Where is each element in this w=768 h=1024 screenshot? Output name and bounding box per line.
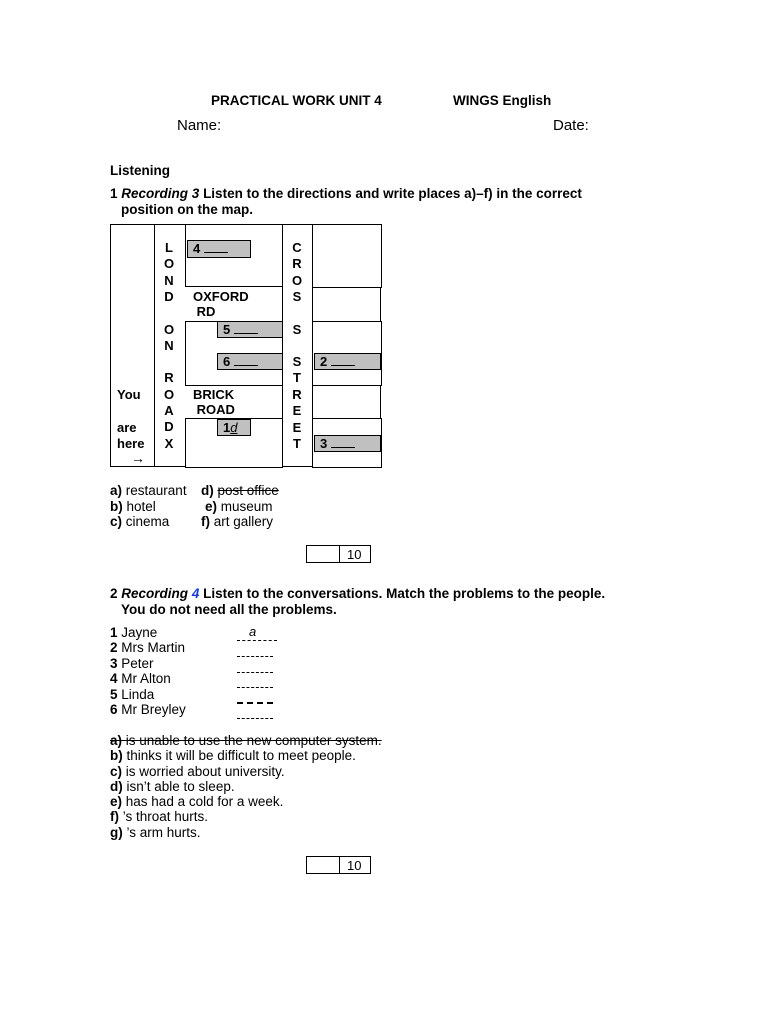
answer-blank-2[interactable] bbox=[237, 640, 273, 657]
cross-street-letter: R bbox=[292, 256, 302, 272]
cross-street-letter: C bbox=[292, 240, 302, 255]
map-slot-5[interactable]: 5 bbox=[217, 321, 283, 338]
map-slot-4[interactable]: 4 bbox=[187, 240, 251, 258]
option-d: d) post office bbox=[201, 483, 279, 498]
problem-c: c) is worried about university. bbox=[110, 763, 285, 779]
here-label: here bbox=[117, 436, 145, 451]
score-total: 10 bbox=[347, 858, 362, 873]
publisher-name: WINGS English bbox=[453, 93, 552, 108]
london-road-letter: O bbox=[163, 386, 175, 402]
option-a: a) restaurant bbox=[110, 483, 187, 498]
cross-street-letter: E bbox=[292, 403, 302, 419]
option-c: c) cinema bbox=[110, 514, 170, 529]
option-e: e) museum bbox=[205, 498, 273, 514]
you-label: You bbox=[117, 387, 141, 402]
task1-instruction-cont: position on the map. bbox=[121, 202, 253, 217]
cross-street-letter: O bbox=[291, 272, 303, 288]
problem-d: d) isn’t able to sleep. bbox=[110, 778, 235, 794]
cross-street-letter: S bbox=[292, 288, 302, 304]
london-road-letter: L bbox=[165, 240, 173, 255]
score-divider bbox=[339, 546, 340, 562]
task1-score-box[interactable] bbox=[306, 545, 371, 563]
map-line-left bbox=[154, 225, 155, 466]
score-divider bbox=[339, 857, 340, 873]
task1-options-right bbox=[201, 483, 279, 530]
name-label: Name: bbox=[177, 117, 222, 134]
task1-instruction: 1 Recording 3 Listen to the directions and write places a)–f) in the correct bbox=[110, 186, 582, 201]
london-road-letter: O bbox=[163, 321, 175, 337]
people-list bbox=[110, 625, 186, 717]
person-6: 6 Mr Breyley bbox=[110, 702, 186, 718]
task2-instruction-cont: You do not need all the problems. bbox=[121, 602, 337, 617]
problems-list bbox=[110, 733, 382, 840]
problem-a: a) is unable to use the new computer system. bbox=[110, 733, 382, 748]
person-4: 4 Mr Alton bbox=[110, 671, 171, 687]
oxford-rd-label: OXFORD RD bbox=[193, 289, 249, 319]
task1-options-left bbox=[110, 483, 187, 530]
cross-street-letter: T bbox=[293, 370, 301, 386]
section-heading: Listening bbox=[110, 163, 170, 178]
london-road-letter: N bbox=[164, 337, 174, 353]
task2-score-box[interactable] bbox=[306, 856, 371, 874]
are-label: are bbox=[117, 420, 137, 435]
person-3: 3 Peter bbox=[110, 655, 154, 671]
cross-street-letter: S bbox=[292, 354, 302, 370]
map-slot-3[interactable]: 3 bbox=[314, 435, 381, 452]
answer-blank-6[interactable] bbox=[237, 702, 273, 719]
problem-g: g) ’s arm hurts. bbox=[110, 824, 201, 840]
street-map bbox=[110, 224, 381, 467]
problem-e: e) has had a cold for a week. bbox=[110, 794, 284, 810]
you-are-here-arrow: → bbox=[131, 450, 145, 466]
problem-b: b) thinks it will be difficult to meet people. bbox=[110, 748, 356, 764]
option-b: b) hotel bbox=[110, 498, 156, 514]
map-slot-6[interactable]: 6 bbox=[217, 353, 283, 370]
worksheet-title: PRACTICAL WORK UNIT 4 bbox=[211, 93, 382, 108]
london-road-letter: N bbox=[164, 272, 174, 288]
person-2: 2 Mrs Martin bbox=[110, 640, 186, 656]
london-road-letter: R bbox=[164, 370, 174, 386]
london-road-letter: O bbox=[163, 256, 175, 272]
option-f: f) art gallery bbox=[201, 514, 274, 529]
problem-f: f) ’s throat hurts. bbox=[110, 809, 209, 825]
london-road-letter: A bbox=[164, 403, 174, 418]
answer-blank-1[interactable]: a bbox=[237, 624, 277, 641]
cross-street-letter: E bbox=[292, 419, 302, 435]
london-road-letter: D bbox=[164, 419, 174, 435]
london-road-letter: D bbox=[164, 288, 174, 304]
score-total: 10 bbox=[347, 547, 362, 562]
map-slot-1[interactable]: 1d bbox=[217, 419, 251, 436]
task2-instruction: 2 Recording 4 Listen to the conversations. Match the problems to the people. bbox=[110, 586, 606, 601]
person-1: 1 Jayne bbox=[110, 625, 158, 640]
cross-street-letter: S bbox=[292, 321, 302, 337]
cross-street-letter: T bbox=[293, 435, 301, 451]
cross-street-letter: R bbox=[292, 386, 302, 402]
london-road-letter: X bbox=[164, 435, 174, 451]
person-5: 5 Linda bbox=[110, 686, 155, 702]
block-top-right bbox=[312, 224, 382, 288]
map-slot-2[interactable]: 2 bbox=[314, 353, 381, 370]
brick-road-label: BRICK ROAD bbox=[193, 387, 235, 417]
date-label: Date: bbox=[553, 117, 589, 134]
